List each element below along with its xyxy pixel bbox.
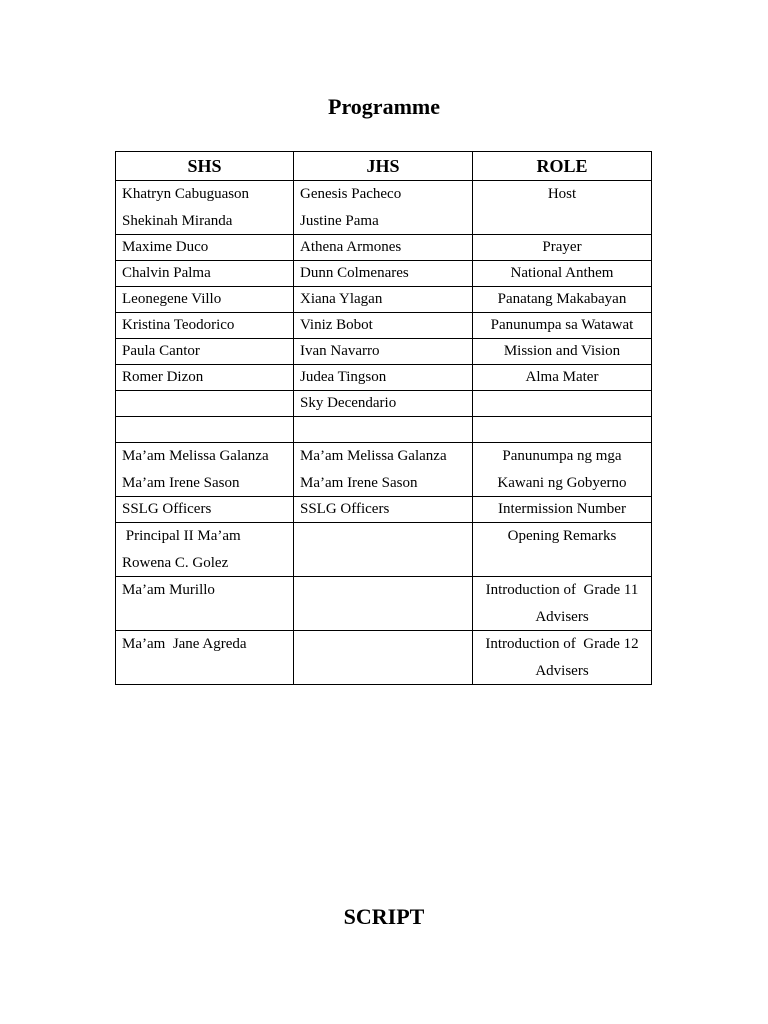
role-cell [473,287,652,313]
shs-name: Ma’am Jane Agreda [122,636,247,652]
column-header-jhs: JHS [294,152,473,181]
table-header-row [116,152,652,181]
jhs-name: Justine Pama [300,212,379,229]
jhs-name: Viniz Bobot [300,317,373,333]
jhs-name: Athena Armones [300,239,402,255]
role-cell [473,235,652,261]
shs-name: Paula Cantor [122,343,200,359]
shs-name: Leonegene Villo [122,291,222,307]
role-cell [473,365,652,391]
table-row [116,313,652,339]
table-row [116,391,652,417]
jhs-name: Judea Tingson [300,369,387,385]
table-row [116,417,652,443]
role-text: Kawani ng Gobyerno [497,474,627,491]
table-row [116,261,652,287]
shs-cell [116,261,294,287]
shs-name: Kristina Teodorico [122,317,235,333]
role-cell [473,391,652,417]
shs-name: Ma’am Murillo [122,582,215,598]
role-cell [473,313,652,339]
jhs-cell [294,631,473,685]
table-row [116,523,652,577]
column-header-role: ROLE [473,152,652,181]
role-cell [473,443,652,497]
role-text: Introduction of Grade 11 [485,582,639,598]
jhs-cell [294,391,473,417]
shs-cell [116,577,294,631]
role-text: Mission and Vision [503,343,621,359]
jhs-name: Ivan Navarro [300,343,380,359]
role-cell [473,523,652,577]
role-cell [473,577,652,631]
role-text: Intermission Number [498,501,626,517]
jhs-cell [294,261,473,287]
shs-name: SSLG Officers [122,501,212,517]
jhs-name: Ma’am Irene Sason [300,474,418,491]
jhs-cell [294,497,473,523]
role-text: Advisers [535,662,589,679]
programme-table [115,151,652,685]
role-cell [473,181,652,235]
jhs-cell [294,443,473,497]
shs-cell [116,523,294,577]
table-row [116,631,652,685]
jhs-name: Xiana Ylagan [300,291,383,307]
role-text: Alma Mater [525,369,599,385]
jhs-cell [294,181,473,235]
shs-cell [116,235,294,261]
jhs-cell [294,577,473,631]
shs-name: Chalvin Palma [122,265,211,281]
page-title: Programme [328,94,440,119]
role-text: Panatang Makabayan [497,291,627,307]
shs-name: Principal II Ma’am [122,528,241,544]
role-text: Prayer [542,239,582,255]
jhs-cell [294,339,473,365]
shs-name: Ma’am Melissa Galanza [122,448,269,464]
table-row [116,443,652,497]
shs-cell [116,365,294,391]
jhs-cell [294,313,473,339]
table-row [116,365,652,391]
jhs-name: Sky Decendario [300,395,397,411]
table-row [116,497,652,523]
role-text: Introduction of Grade 12 [485,636,639,652]
column-header-shs: SHS [116,152,294,181]
role-text: National Anthem [510,265,614,281]
role-cell [473,339,652,365]
role-text: Host [547,186,577,202]
jhs-cell [294,287,473,313]
jhs-name: Ma’am Melissa Galanza [300,448,447,464]
shs-cell [116,631,294,685]
role-cell [473,497,652,523]
shs-name: Ma’am Irene Sason [122,474,240,491]
role-text: Panunumpa ng mga [502,448,622,464]
jhs-cell [294,417,473,443]
table-row [116,577,652,631]
jhs-cell [294,365,473,391]
shs-cell [116,181,294,235]
table-row [116,181,652,235]
shs-name: Maxime Duco [122,239,209,255]
shs-cell [116,497,294,523]
shs-name: Shekinah Miranda [122,212,233,229]
role-cell [473,261,652,287]
jhs-name: Dunn Colmenares [300,265,409,281]
script-heading: SCRIPT [343,904,425,929]
role-text: Opening Remarks [507,528,617,544]
shs-cell [116,417,294,443]
table-row [116,287,652,313]
shs-cell [116,391,294,417]
shs-name: Romer Dizon [122,369,204,385]
jhs-cell [294,523,473,577]
jhs-name: Genesis Pacheco [300,186,402,202]
role-text: Advisers [535,608,589,625]
shs-name: Khatryn Cabuguason [122,186,250,202]
jhs-name: SSLG Officers [300,501,390,517]
shs-cell [116,339,294,365]
role-cell [473,417,652,443]
role-text: Panunumpa sa Watawat [490,317,634,333]
shs-name: Rowena C. Golez [122,554,229,571]
shs-cell [116,287,294,313]
table-row [116,339,652,365]
role-cell [473,631,652,685]
shs-cell [116,443,294,497]
shs-cell [116,313,294,339]
table-row [116,235,652,261]
jhs-cell [294,235,473,261]
